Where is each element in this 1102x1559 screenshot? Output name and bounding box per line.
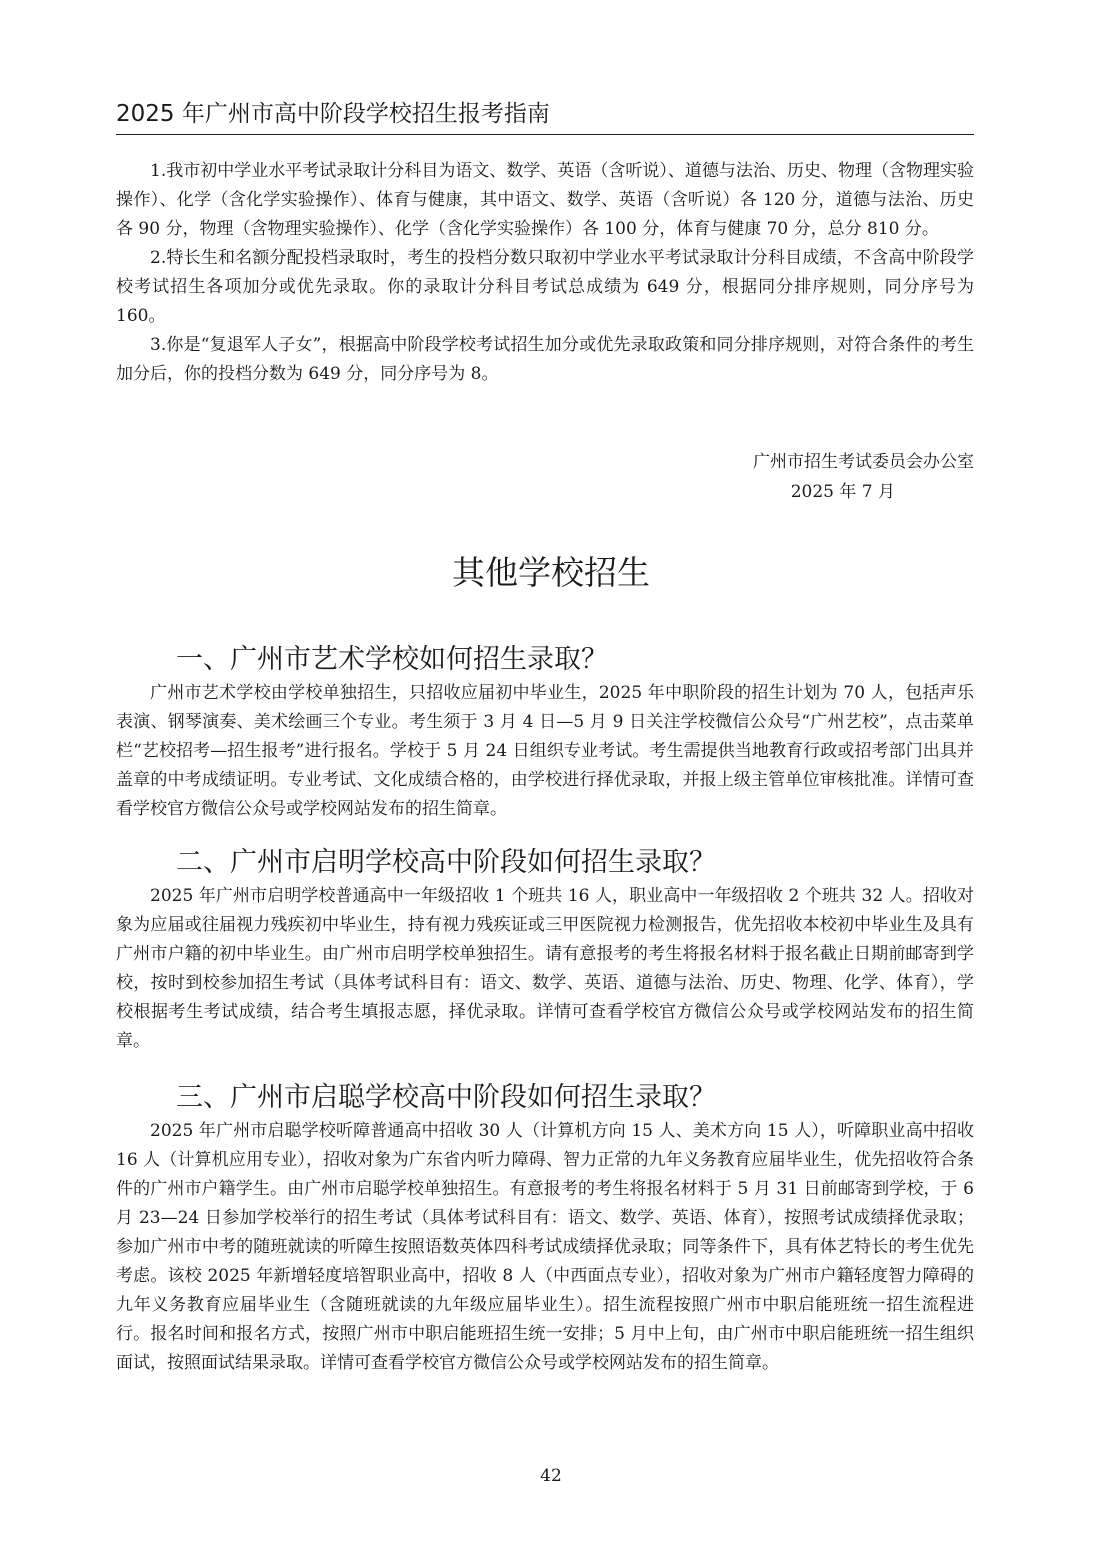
question-heading: 一、广州市艺术学校如何招生录取？ bbox=[176, 644, 608, 675]
note-paragraph: 1.我市初中学业水平考试录取计分科目为语文、数学、英语（含听说）、道德与法治、历史、物理（含物理实验操作）、化学（含化学实验操作）、体育与健康，其中语文、数学、英语（含听说）各 120 分，道德与法治、历史各 90 分，物理（含物理实验操作）、化学（含化学实验操作）各 100 分，体育与健康 70 分，总分 810 分。 bbox=[116, 161, 974, 239]
guide-title: 2025 年广州市高中阶段学校招生报考指南 bbox=[116, 101, 550, 127]
section-title: 其他学校招生 bbox=[452, 553, 650, 592]
note-paragraph: 2.特长生和名额分配投档录取时，考生的投档分数只取初中学业水平考试录取计分科目成绩，不含高中阶段学校考试招生各项加分或优先录取。你的录取计分科目考试总成绩为 649 分，根据同分排序规则，同分序号为 160。 bbox=[116, 248, 974, 326]
note-paragraph: 3.你是“复退军人子女”，根据高中阶段学校考试招生加分或优先录取政策和同分排序规则，对符合条件的考生加分后，你的投档分数为 649 分，同分序号为 8。 bbox=[116, 335, 974, 384]
signature-office: 广州市招生考试委员会办公室 bbox=[753, 452, 974, 472]
question-answer bbox=[116, 882, 974, 1056]
answer-paragraph: 2025 年广州市启聪学校听障普通高中招收 30 人（计算机方向 15 人、美术方向 15 人），听障职业高中招收 16 人（计算机应用专业），招收对象为广东省内听力障碍、智力正常的九年义务教育应届毕业生，优先招收符合条件的广州市户籍学生。由广州市启聪学校单独招生。有意报考的考生将报名材料于 5 月 31 日前邮寄到学校，于 6 月 23—24 日参加学校举行的招生考试（具体考试科目有：语文、数学、英语、体育），按照考试成绩择优录取；参加广州市中考的随班就读的听障生按照语数英体四科考试成绩择优录取；同等条件下，具有体艺特长的考生优先考虑。该校 2025 年新增轻度培智职业高中，招收 8 人（中西面点专业），招收对象为广州市户籍轻度智力障碍的九年义务教育应届毕业生（含随班就读的九年级应届毕业生）。招生流程按照广州市中职启能班统一招生流程进行。报名时间和报名方式，按照广州市中职启能班招生统一安排；5 月中上旬，由广州市中职启能班统一招生组织面试，按照面试结果录取。详情可查看学校官方微信公众号或学校网站发布的招生简章。 bbox=[116, 1121, 974, 1373]
answer-paragraph: 2025 年广州市启明学校普通高中一年级招收 1 个班共 16 人，职业高中一年级招收 2 个班共 32 人。招收对象为应届或往届视力残疾初中毕业生，持有视力残疾证或三甲医院视力检测报告，优先招收本校初中毕业生及具有广州市户籍的初中毕业生。由广州市启明学校单独招生。请有意报考的考生将报名材料于报名截止日期前邮寄到学校，按时到校参加招生考试（具体考试科目有：语文、数学、英语、道德与法治、历史、物理、化学、体育），学校根据考生考试成绩，结合考生填报志愿，择优录取。详情可查看学校官方微信公众号或学校网站发布的招生简章。 bbox=[116, 886, 974, 1051]
page-number: 42 bbox=[540, 1466, 562, 1486]
question-heading: 二、广州市启明学校高中阶段如何招生录取？ bbox=[176, 847, 716, 878]
answer-paragraph: 广州市艺术学校由学校单独招生，只招收应届初中毕业生，2025 年中职阶段的招生计划为 70 人，包括声乐表演、钢琴演奏、美术绘画三个专业。考生须于 3 月 4 日—5 月 9 日关注学校微信公众号“广州艺校”，点击菜单栏“艺校招考—招生报考”进行报名。学校于 5 月 24 日组织专业考试。考生需提供当地教育行政或招考部门出具并盖章的中考成绩证明。专业考试、文化成绩合格的，由学校进行择优录取，并报上级主管单位审核批准。详情可查看学校官方微信公众号或学校网站发布的招生简章。 bbox=[116, 683, 974, 819]
question-heading: 三、广州市启聪学校高中阶段如何招生录取？ bbox=[176, 1082, 716, 1113]
question-answer bbox=[116, 679, 974, 824]
score-notes bbox=[116, 157, 974, 389]
page-header bbox=[116, 98, 974, 135]
question-answer bbox=[116, 1117, 974, 1378]
signature-date: 2025 年 7 月 bbox=[790, 482, 895, 502]
